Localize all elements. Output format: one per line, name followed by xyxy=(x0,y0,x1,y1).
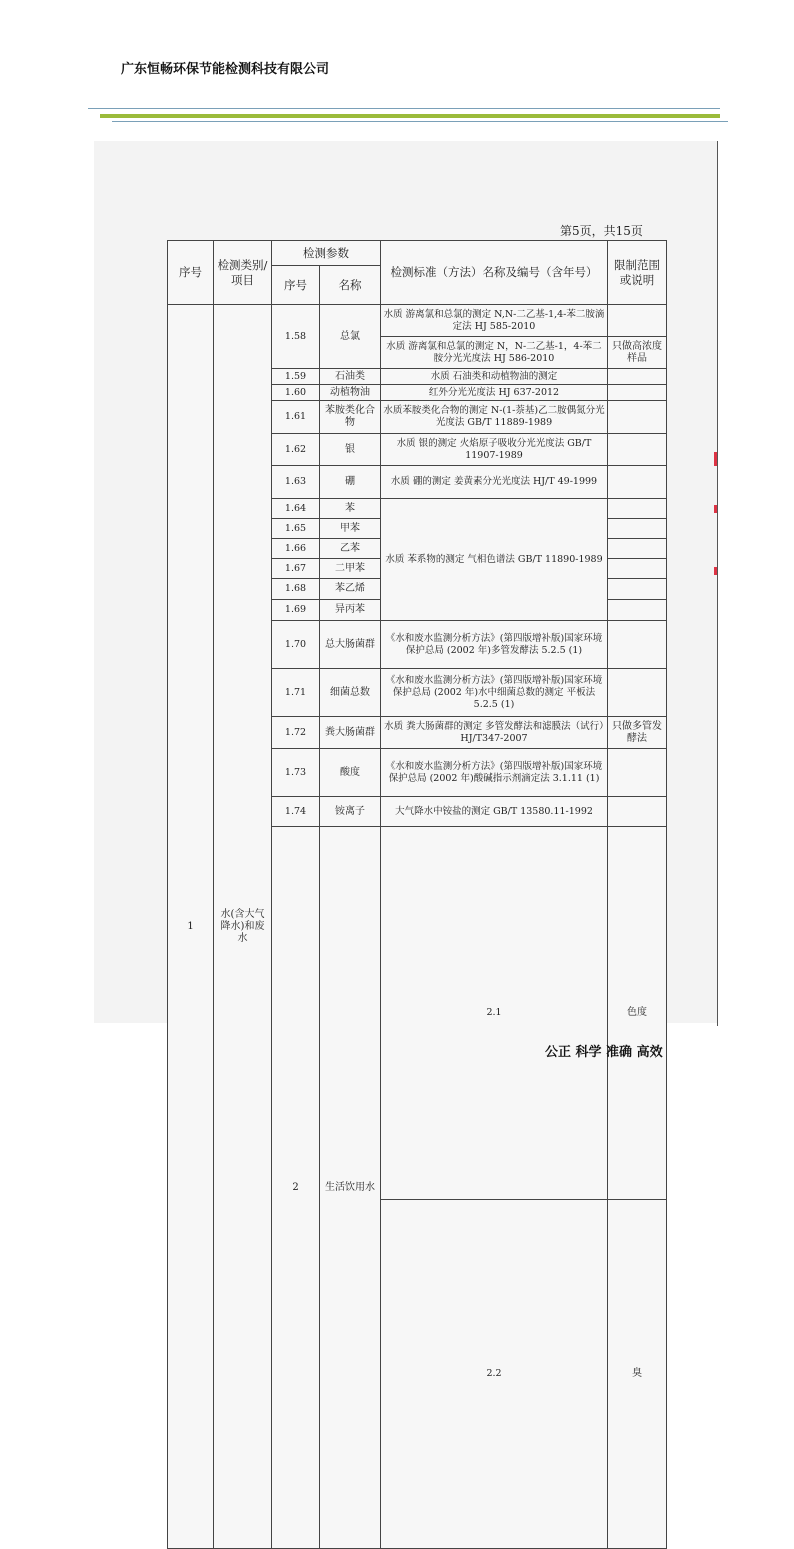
red-mark xyxy=(714,452,717,466)
limit-cell xyxy=(608,559,667,579)
header-rule-bottom xyxy=(112,121,728,122)
header-rule-top xyxy=(88,108,720,109)
page-indicator: 第5页，共15页 xyxy=(560,224,643,238)
param-no: 1.71 xyxy=(272,669,320,717)
param-no: 1.65 xyxy=(272,519,320,539)
param-no: 1.61 xyxy=(272,401,320,434)
param-name: 动植物油 xyxy=(320,385,381,401)
param-no: 1.60 xyxy=(272,385,320,401)
limit-cell xyxy=(608,749,667,797)
param-no: 1.59 xyxy=(272,369,320,385)
standard-text: 水质苯胺类化合物的测定 N-(1-萘基)乙二胺偶氮分光光度法 GB/T 11889-1989 xyxy=(381,401,608,434)
param-name: 硼 xyxy=(320,466,381,499)
param-name: 苯乙烯 xyxy=(320,579,381,600)
scan-edge-line xyxy=(717,141,718,1026)
company-name: 广东恒畅环保节能检测科技有限公司 xyxy=(121,62,330,77)
param-name: 异丙苯 xyxy=(320,600,381,621)
param-name: 银 xyxy=(320,434,381,466)
limit-cell: 只做多管发酵法 xyxy=(608,717,667,749)
red-mark xyxy=(714,505,717,513)
standard-text: 水质 游离氯和总氯的测定 N,N-二乙基-1,4-苯二胺滴定法 HJ 585-2010 xyxy=(381,305,608,337)
header-param-name: 名称 xyxy=(320,266,381,305)
standard-text: 《水和废水监测分析方法》(第四版增补版)国家环境保护总局 (2002 年)水中细菌总数的测定 平板法 5.2.5 (1) xyxy=(381,669,608,717)
standard-text: 水质 游离氯和总氯的测定 N，N-二乙基-1，4-苯二胺分光光度法 HJ 586-2010 xyxy=(381,337,608,369)
param-no: 1.64 xyxy=(272,499,320,519)
param-no: 1.66 xyxy=(272,539,320,559)
param-name: 石油类 xyxy=(320,369,381,385)
header-params: 检测参数 xyxy=(272,241,381,266)
limit-cell xyxy=(608,401,667,434)
param-no: 1.62 xyxy=(272,434,320,466)
standard-text: 水质 苯系物的测定 气相色谱法 GB/T 11890-1989 xyxy=(381,499,608,621)
limit-cell xyxy=(608,519,667,539)
param-no: 2.2 xyxy=(381,1200,608,1549)
limit-cell xyxy=(608,669,667,717)
standard-text: 水质 硼的测定 姜黄素分光光度法 HJ/T 49-1999 xyxy=(381,466,608,499)
param-name: 甲苯 xyxy=(320,519,381,539)
param-no: 1.67 xyxy=(272,559,320,579)
limit-cell: 只做高浓度样品 xyxy=(608,337,667,369)
header-category: 检测类别/项目 xyxy=(214,241,272,305)
param-no: 1.68 xyxy=(272,579,320,600)
param-no: 1.69 xyxy=(272,600,320,621)
group-category: 水(含大气降水)和废水 xyxy=(214,305,272,1549)
standard-text: 大气降水中铵盐的测定 GB/T 13580.11-1992 xyxy=(381,797,608,827)
red-mark xyxy=(714,567,717,575)
param-no: 2.1 xyxy=(381,827,608,1200)
param-no: 1.63 xyxy=(272,466,320,499)
standard-text: 水质 石油类和动植物油的测定 xyxy=(381,369,608,385)
header-param-seq: 序号 xyxy=(272,266,320,305)
test-items-table xyxy=(167,240,667,1549)
param-name: 粪大肠菌群 xyxy=(320,717,381,749)
param-no: 1.70 xyxy=(272,621,320,669)
limit-cell xyxy=(608,621,667,669)
group-seq: 2 xyxy=(272,827,320,1549)
header-rule-green xyxy=(100,114,720,118)
limit-cell xyxy=(608,385,667,401)
limit-cell xyxy=(608,466,667,499)
header-seq: 序号 xyxy=(168,241,214,305)
limit-cell xyxy=(608,434,667,466)
param-name: 色度 xyxy=(608,827,667,1200)
standard-text: 《水和废水监测分析方法》(第四版增补版)国家环境保护总局 (2002 年)多管发酵法 5.2.5 (1) xyxy=(381,621,608,669)
param-name: 乙苯 xyxy=(320,539,381,559)
param-name: 总大肠菌群 xyxy=(320,621,381,669)
limit-cell xyxy=(608,539,667,559)
limit-cell xyxy=(608,305,667,337)
param-name: 苯胺类化合物 xyxy=(320,401,381,434)
header-limit: 限制范围或说明 xyxy=(608,241,667,305)
group-seq: 1 xyxy=(168,305,214,1549)
param-name: 细菌总数 xyxy=(320,669,381,717)
param-name: 总氯 xyxy=(320,305,381,369)
param-name: 臭 xyxy=(608,1200,667,1549)
limit-cell xyxy=(608,499,667,519)
limit-cell xyxy=(608,579,667,600)
footer-slogan: 公正 科学 准确 高效 xyxy=(545,1045,663,1060)
limit-cell xyxy=(608,600,667,621)
limit-cell xyxy=(608,369,667,385)
standard-text: 《水和废水监测分析方法》(第四版增补版)国家环境保护总局 (2002 年)酸碱指示剂滴定法 3.1.11 (1) xyxy=(381,749,608,797)
group-category: 生活饮用水 xyxy=(320,827,381,1549)
param-name: 酸度 xyxy=(320,749,381,797)
param-name: 铵离子 xyxy=(320,797,381,827)
standard-text: 水质 粪大肠菌群的测定 多管发酵法和滤膜法（试行）HJ/T347-2007 xyxy=(381,717,608,749)
param-no: 1.72 xyxy=(272,717,320,749)
header-standard: 检测标准（方法）名称及编号（含年号） xyxy=(381,241,608,305)
param-name: 苯 xyxy=(320,499,381,519)
param-no: 1.58 xyxy=(272,305,320,369)
standard-text: 水质 银的测定 火焰原子吸收分光光度法 GB/T 11907-1989 xyxy=(381,434,608,466)
limit-cell xyxy=(608,797,667,827)
standard-text: 红外分光光度法 HJ 637-2012 xyxy=(381,385,608,401)
param-name: 二甲苯 xyxy=(320,559,381,579)
param-no: 1.73 xyxy=(272,749,320,797)
param-no: 1.74 xyxy=(272,797,320,827)
